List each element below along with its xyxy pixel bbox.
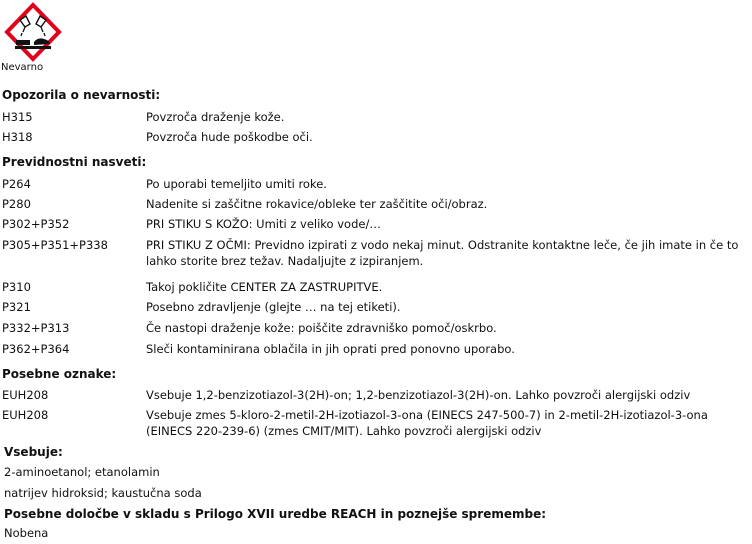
- precaution-code: P321: [2, 300, 31, 314]
- contains-section-title: Vsebuje:: [4, 445, 63, 459]
- precaution-text: Če nastopi draženje kože: poiščite zdravniško pomoč/oskrbo.: [146, 321, 497, 335]
- special-text: Vsebuje 1,2-benzizotiazol-3(2H)-on; 1,2-benzizotiazol-3(2H)-on. Lahko povzroči alergijski odziv: [146, 388, 691, 402]
- precaution-text: PRI STIKU Z OČMI: Previdno izpirati z vodo nekaj minut. Odstranite kontaktne leče, če jih imate in če to lahko storite brez težav. Nadaljujte z izpiranjem.: [146, 238, 739, 268]
- hazard-code: H315: [2, 110, 33, 124]
- precaution-code: P264: [2, 177, 31, 191]
- precaution-code: P362+P364: [2, 342, 70, 356]
- precaution-text: Takoj pokličite CENTER ZA ZASTRUPITVE.: [146, 280, 383, 294]
- precaution-code: P305+P351+P338: [2, 238, 108, 252]
- precaution-code: P310: [2, 280, 31, 294]
- special-section-title: Posebne oznake:: [2, 367, 117, 381]
- special-code: EUH208: [2, 408, 49, 422]
- precaution-text: PRI STIKU S KOŽO: Umiti z veliko vode/…: [146, 217, 381, 231]
- special-text: Vsebuje zmes 5-kloro-2-metil-2H-izotiazol-3-ona (EINECS 247-500-7) in 2-metil-2H-izotiazol-3-ona (EINECS 220-239-6) (zmes CMIT/MIT). Lahko povzroči alergijski odziv: [146, 408, 708, 438]
- precaution-text: Nadenite si zaščitne rokavice/obleke ter zaščitite oči/obraz.: [146, 197, 488, 211]
- precaution-code: P280: [2, 197, 31, 211]
- special-code: EUH208: [2, 388, 49, 402]
- hazard-section-title: Opozorila o nevarnosti:: [2, 88, 161, 102]
- hazard-text: Povzroča draženje kože.: [146, 110, 285, 124]
- signal-word: Nevarno: [1, 62, 44, 73]
- corrosion-ghs05-icon: [4, 2, 62, 62]
- contains-item: 2-aminoetanol; etanolamin: [4, 465, 160, 479]
- precaution-text: Posebno zdravljenje (glejte … na tej etiketi).: [146, 300, 401, 314]
- contains-item: natrijev hidroksid; kaustučna soda: [4, 486, 202, 500]
- hazard-text: Povzroča hude poškodbe oči.: [146, 130, 313, 144]
- precaution-code: P302+P352: [2, 217, 70, 231]
- precaution-code: P332+P313: [2, 321, 70, 335]
- reach-value: Nobena: [4, 526, 49, 540]
- precaution-section-title: Previdnostni nasveti:: [2, 155, 147, 169]
- precaution-text: Po uporabi temeljito umiti roke.: [146, 177, 327, 191]
- reach-section-title: Posebne določbe v skladu s Prilogo XVII uredbe REACH in poznejše spremembe:: [4, 507, 547, 521]
- precaution-text: Sleči kontaminirana oblačila in jih oprati pred ponovno uporabo.: [146, 342, 515, 356]
- hazard-code: H318: [2, 130, 33, 144]
